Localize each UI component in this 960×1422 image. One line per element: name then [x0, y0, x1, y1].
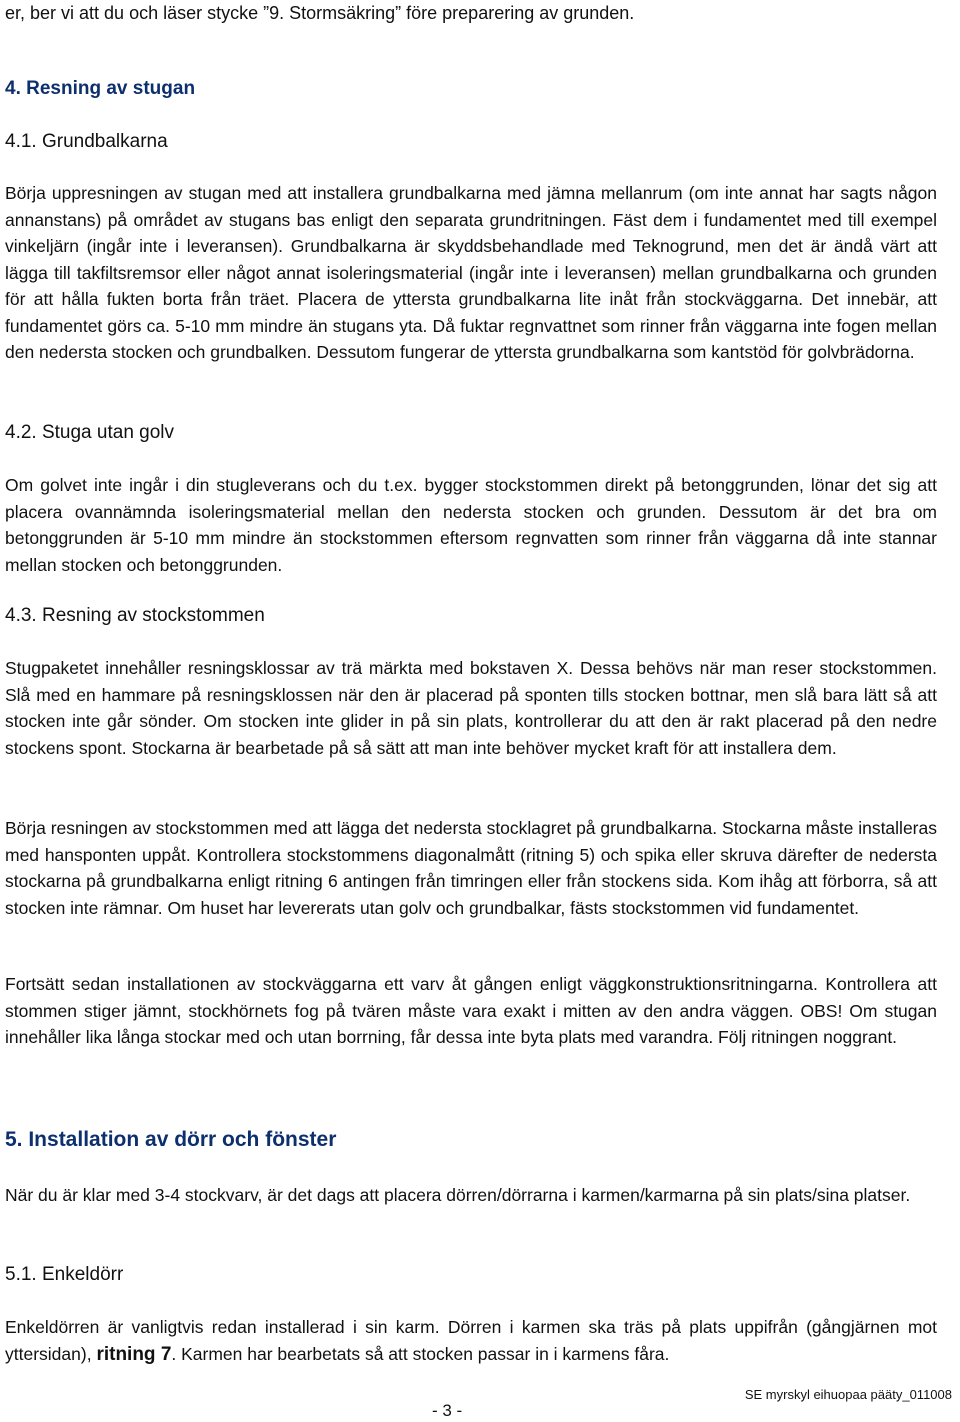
- section-4-2-paragraph: Om golvet inte ingår i din stugleverans och du t.ex. bygger stockstommen direkt på betonggrunden, lönar det sig att placera ovannämnda isoleringsmaterial mellan den nedersta stocken och grunden. Dessutom är det bra om betonggrunden är 5-10 mm mindre än stockstommen eftersom regnvatten som rinner från väggarna då inte stannar mellan stocken och betonggrunden.: [5, 475, 937, 575]
- section-4-1-heading: 4.1. Grundbalkarna: [5, 131, 168, 152]
- section-5-1-text-c: . Karmen har bearbetats så att stocken passar in i karmens fåra.: [171, 1343, 670, 1364]
- section-4-3-heading: 4.3. Resning av stockstommen: [5, 605, 265, 626]
- section-4-2-heading: 4.2. Stuga utan golv: [5, 422, 175, 443]
- section-4-3-paragraph-3: Fortsätt sedan installationen av stockväggarna ett varv åt gången enligt väggkonstruktionsritningarna. Kontrollera att stommen stiger jämnt, stockhörnets fog på tvären måste vara exakt i mitten av den andra väggen. OBS! Om stugan innehåller lika långa stockar med och utan borrning, får dessa inte byta plats med varandra. Följ ritningen noggrant.: [5, 974, 937, 1047]
- section-5-paragraph: När du är klar med 3-4 stockvarv, är det dags att placera dörren/dörrarna i karmen/karmarna på sin plats/sina platser.: [5, 1185, 911, 1205]
- section-4-1-paragraph: Börja uppresningen av stugan med att installera grundbalkarna med jämna mellanrum (om inte annat har sagts någon annanstans) på området av stugans bas enligt den separata grundritningen. Fäst dem i fundamentet med till exempel vinkeljärn (ingår inte i leveransen). Grundbalkarna är skyddsbehandlade med Teknogrund, men det är ändå värt att lägga till takfiltsremsor eller något annat isoleringsmaterial (ingår inte i leveransen) mellan grundbalkarna och grunden för att hålla fukten borta från träet. Placera de yttersta grundbalkarna lite inåt från stockväggarna. Det innebär, att fundamentet görs ca. 5-10 mm mindre än stugans yta. Då fuktar regnvattnet som rinner från väggarna inte fogen mellan den nedersta stocken och grundbalken. Dessutom fungerar de yttersta grundbalkarna som kantstöd för golvbrädorna.: [5, 183, 937, 362]
- drawing-reference: ritning 7: [96, 1343, 172, 1365]
- section-5-1-text-a: Enkeldörren är vanligtvis redan installerad i sin karm. Dörren i karmen ska träs på plats uppifrån (gångjärnen mot yttersidan),: [5, 1317, 937, 1364]
- intro-line: er, ber vi att du och läser stycke ”9. Stormsäkring” före preparering av grunden.: [5, 3, 635, 23]
- section-5-1-heading: 5.1. Enkeldörr: [5, 1264, 124, 1285]
- document-code: SE myrskyl eihuopaa pääty_011008: [744, 1387, 952, 1402]
- section-4-3-paragraph-1: Stugpaketet innehåller resningsklossar av trä märkta med bokstaven X. Dessa behövs när man reser stockstommen. Slå med en hammare på resningsklossen när den är placerad på sponten tills stocken bottnar, men slå bara lätt så att stocken inte går sönder. Om stocken inte glider in på sin plats, kontrollerar du att den är rakt placerad på den nedre stockens spont. Stockarna är bearbetade på så sätt att man inte behöver mycket kraft för att installera dem.: [5, 658, 937, 758]
- section-4-3-paragraph-2: Börja resningen av stockstommen med att lägga det nedersta stocklagret på grundbalkarna. Stockarna måste installeras med hansponten uppåt. Kontrollera stockstommens diagonalmått (ritning 5) och spika eller skruva därefter de nedersta stockarna på grundbalkarna enligt ritning 6 antingen från timringen eller från stockens sida. Kom ihåg att förborra, så att stocken inte rämnar. Om huset har levererats utan golv och grundbalkar, fästs stockstommen vid fundamentet.: [5, 818, 937, 918]
- section-4-heading: 4. Resning av stugan: [5, 78, 196, 99]
- section-5-heading: 5. Installation av dörr och fönster: [5, 1128, 337, 1151]
- page-number: - 3 -: [432, 1401, 463, 1420]
- section-5-1-paragraph: [5, 1314, 937, 1368]
